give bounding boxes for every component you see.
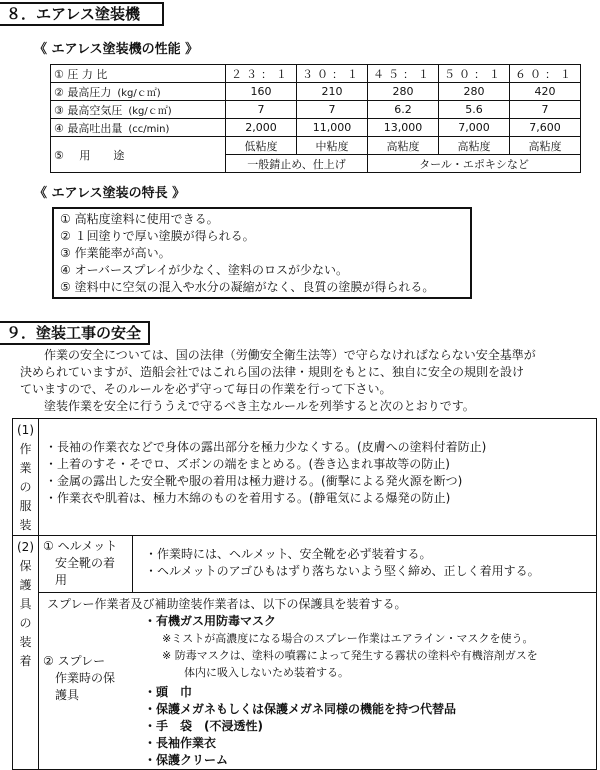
note: ※ 防毒マスクは、塗料の噴霧によって発生する霧状の塗料や有機溶剤ガスを (162, 649, 538, 662)
performance-subtitle: 《 エアレス塗装機の性能 》 (34, 42, 199, 57)
feature-item: ② １回塗りで厚い塗膜が得られる。 (60, 229, 255, 243)
spray-label: ② スプレー 作業時の保 護具 (43, 654, 116, 702)
ratio-cell: ５０：１ (439, 65, 510, 83)
section-9-title: ９．塗装工事の安全 (0, 321, 150, 345)
list-item: ・作業衣や肌着は、極力木綿のものを着用する。(静電気による爆発の防止) (45, 491, 451, 505)
table-cell: 7 (510, 101, 581, 119)
spray-intro: スプレー作業者及び補助塗装作業者は、以下の保護具を装着する。 (47, 597, 407, 611)
table-cell: 280 (368, 83, 439, 101)
use-general: 一般錆止め、仕上げ (226, 155, 368, 173)
list-item: ・作業時には、ヘルメット、安全靴を必ず装着する。 (145, 547, 432, 561)
performance-table (50, 64, 581, 173)
list-item: ・長袖の作業衣などで身体の露出部分を極力少なくする。(皮膚への塗料付着防止) (45, 440, 487, 454)
note: 体内に吸入しないため装着する。 (162, 666, 349, 679)
viscosity-cell: 低粘度 (226, 137, 297, 155)
ratio-cell: ２３：１ (226, 65, 297, 83)
table-cell: 11,000 (297, 119, 368, 137)
ratio-cell: ６０：１ (510, 65, 581, 83)
table-cell: 160 (226, 83, 297, 101)
table-cell: 2,000 (226, 119, 297, 137)
list-item: ・ヘルメットのアゴひもはずり落ちないよう堅く締め、正しく着用する。 (145, 564, 540, 578)
use-tar-epoxy: タール・エポキシなど (368, 155, 581, 173)
table-cell: 420 (510, 83, 581, 101)
list-item: ・手 袋 (不浸透性) (144, 719, 263, 733)
viscosity-cell: 中粘度 (297, 137, 368, 155)
feature-item: ⑤ 塗料中に空気の混入や水分の凝縮がなく、良質の塗膜が得られる。 (60, 280, 435, 294)
viscosity-cell: 高粘度 (439, 137, 510, 155)
spray-row (13, 593, 597, 770)
list-item: ・頭 巾 (144, 685, 193, 699)
table-row-max-air-pressure (51, 101, 581, 119)
paragraph-line: 決められていますが、造船会社ではこれら国の法律・規則をもとに、独自に安全の規則を設け (20, 365, 525, 379)
table-row-max-pressure (51, 83, 581, 101)
clothing-heading: (1) 作 業 の 服 装 (13, 419, 39, 536)
list-item: ・長袖作業衣 (144, 736, 217, 750)
table-cell: 210 (297, 83, 368, 101)
table-row-viscosity (51, 137, 581, 155)
table-cell: 7,600 (510, 119, 581, 137)
paragraph-line: 塗装作業を安全に行ううえで守るべき主なルールを列挙すると次のとおりです。 (20, 399, 475, 413)
table-cell: 6.2 (368, 101, 439, 119)
paragraph-line: ていますので、そのルールを必ず守って毎日の作業を行って下さい。 (20, 382, 392, 396)
helmet-row (13, 536, 597, 593)
row-label: ④ 最高吐出量 (cc/min) (51, 119, 226, 137)
list-item: ・保護クリーム (144, 753, 229, 767)
ratio-cell: ４５：１ (368, 65, 439, 83)
table-cell: 7,000 (439, 119, 510, 137)
note: ※ミストが高濃度になる場合のスプレー作業はエアライン・マスクを使う。 (162, 632, 534, 645)
feature-item: ③ 作業能率が高い。 (60, 246, 171, 260)
table-cell: 7 (297, 101, 368, 119)
features-subtitle: 《 エアレス塗装の特長 》 (34, 186, 186, 201)
ratio-cell: ３０：１ (297, 65, 368, 83)
paragraph-line: 作業の安全については、国の法律（労働安全衛生法等）で守らなければならない安全基準が (20, 348, 536, 362)
table-cell: 7 (226, 101, 297, 119)
list-item: ・保護メガネもしくは保護メガネ同様の機能を持つ代替品 (144, 702, 457, 716)
helmet-rules (133, 536, 597, 593)
viscosity-cell: 高粘度 (368, 137, 439, 155)
list-item: ・上着のすそ・そでロ、ズボンの端をまとめる。(巻き込まれ事故等の防止) (45, 457, 450, 471)
protective-gear-heading: (2) 保 護 具 の 装 着 (13, 536, 39, 770)
table-row-ratio (51, 65, 581, 83)
safety-intro-paragraph (20, 347, 595, 415)
list-item: ・金属の露出した安全靴や服の着用は極力避ける。(衝撃による発火源を断つ) (45, 474, 463, 488)
section-8-title: ８．エアレス塗装機 (0, 2, 164, 26)
clothing-row (13, 419, 597, 536)
table-cell: 13,000 (368, 119, 439, 137)
list-item: ・有機ガス用防毒マスク (144, 614, 277, 628)
feature-item: ④ オーバースプレイが少なく、塗料のロスが少ない。 (60, 263, 349, 277)
protective-gear-list (138, 613, 538, 769)
features-box (52, 207, 472, 299)
row-label: ③ 最高空気圧 (kg/ｃ㎡) (51, 101, 226, 119)
table-cell: 5.6 (439, 101, 510, 119)
ratio-label: ① 圧 力 比 (51, 65, 226, 83)
table-cell: 280 (439, 83, 510, 101)
clothing-rules (39, 419, 597, 536)
helmet-label: ① ヘルメット 安全靴の着 用 (39, 536, 133, 593)
safety-rules-table (12, 418, 597, 770)
table-row-max-discharge (51, 119, 581, 137)
row-label: ② 最高圧力 (kg/ｃ㎡) (51, 83, 226, 101)
viscosity-cell: 高粘度 (510, 137, 581, 155)
use-label: ⑤ 用 途 (51, 137, 226, 173)
feature-item: ① 高粘度塗料に使用できる。 (60, 212, 219, 226)
spray-cell (39, 593, 597, 770)
